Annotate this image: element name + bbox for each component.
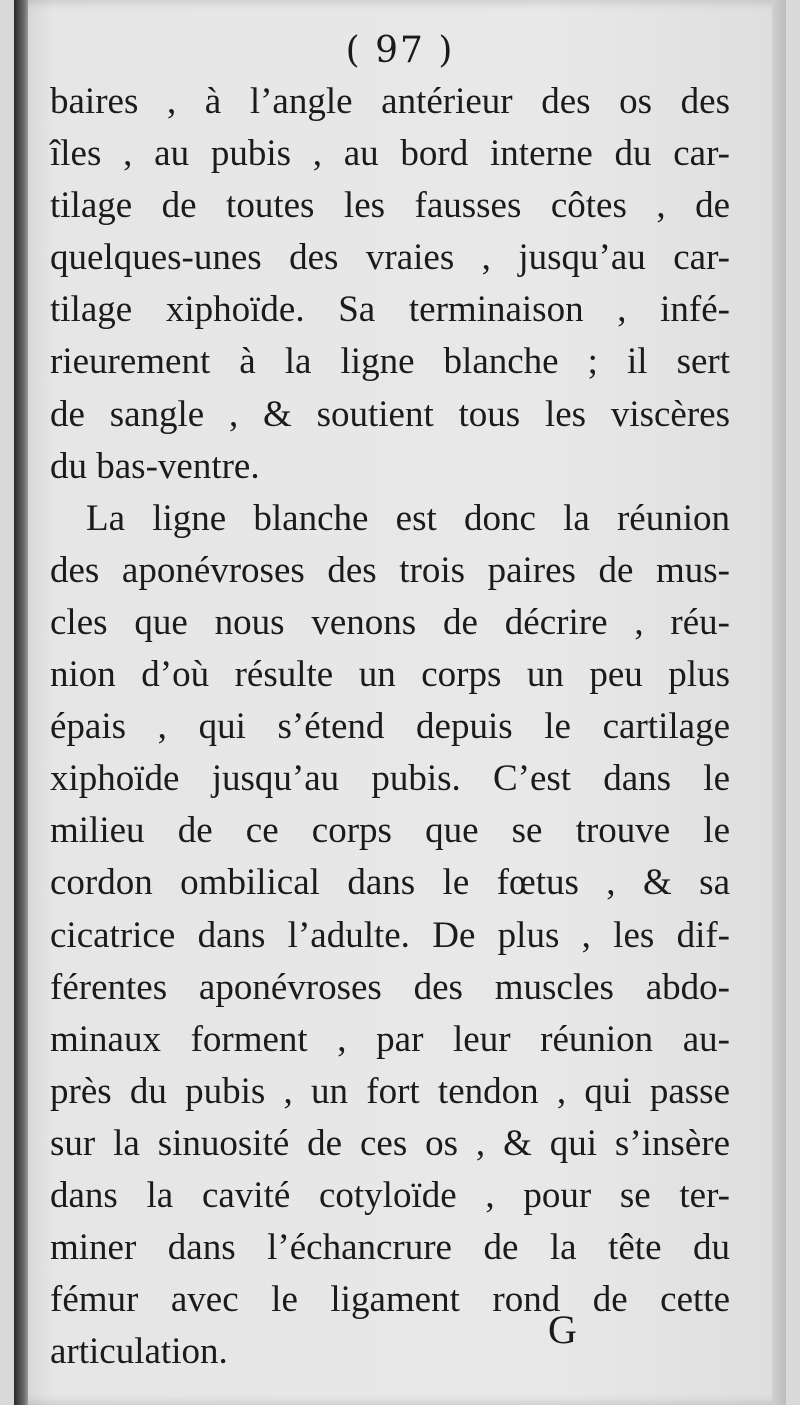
text-line: près du pubis , un fort tendon , qui passe (50, 1070, 730, 1112)
text-line: îles , au pubis , au bord interne du car- (50, 133, 730, 175)
text-line: cordon ombilical dans le fœtus , & sa (50, 862, 730, 904)
text-line: sur la sinuosité de ces os , & qui s’insère (50, 1122, 730, 1164)
text-line: minaux forment , par leur réunion au- (50, 1018, 730, 1060)
signature-mark: G (548, 1307, 577, 1352)
text-line: de sangle , & soutient tous les viscères (50, 393, 730, 435)
text-line: xiphoïde jusqu’au pubis. C’est dans le (50, 758, 730, 800)
text-line: miner dans l’échancrure de la tête du (50, 1227, 730, 1269)
text-line: cles que nous venons de décrire , réu- (50, 601, 730, 643)
text-line: des aponévroses des trois paires de mus- (50, 549, 730, 591)
text-line: milieu de ce corps que se trouve le (50, 810, 730, 852)
text-line: tilage de toutes les fausses côtes , de (50, 185, 730, 227)
text-line: épais , qui s’étend depuis le cartilage (50, 706, 730, 748)
text-line: articulation. (50, 1331, 228, 1373)
book-page (14, 0, 786, 1405)
text-line: férentes aponévroses des muscles abdo- (50, 966, 730, 1008)
text-line: dans la cavité cotyloïde , pour se ter- (50, 1174, 730, 1216)
page-gutter (14, 0, 28, 1405)
text-line: du bas-ventre. (50, 445, 260, 487)
text-line: La ligne blanche est donc la réunion (86, 497, 730, 539)
text-line: fémur avec le ligament rond de cette (50, 1279, 730, 1321)
text-line: tilage xiphoïde. Sa terminaison , infé- (50, 289, 730, 331)
body-text (50, 76, 730, 1378)
page-edge (772, 0, 786, 1405)
text-line: quelques-unes des vraies , jusqu’au car- (50, 237, 730, 279)
page-number: ( 97 ) (345, 30, 455, 71)
text-line: nion d’où résulte un corps un peu plus (50, 654, 730, 696)
text-line: cicatrice dans l’adulte. De plus , les dif- (50, 914, 730, 956)
text-line: baires , à l’angle antérieur des os des (50, 81, 730, 122)
text-line: rieurement à la ligne blanche ; il sert (50, 341, 730, 383)
